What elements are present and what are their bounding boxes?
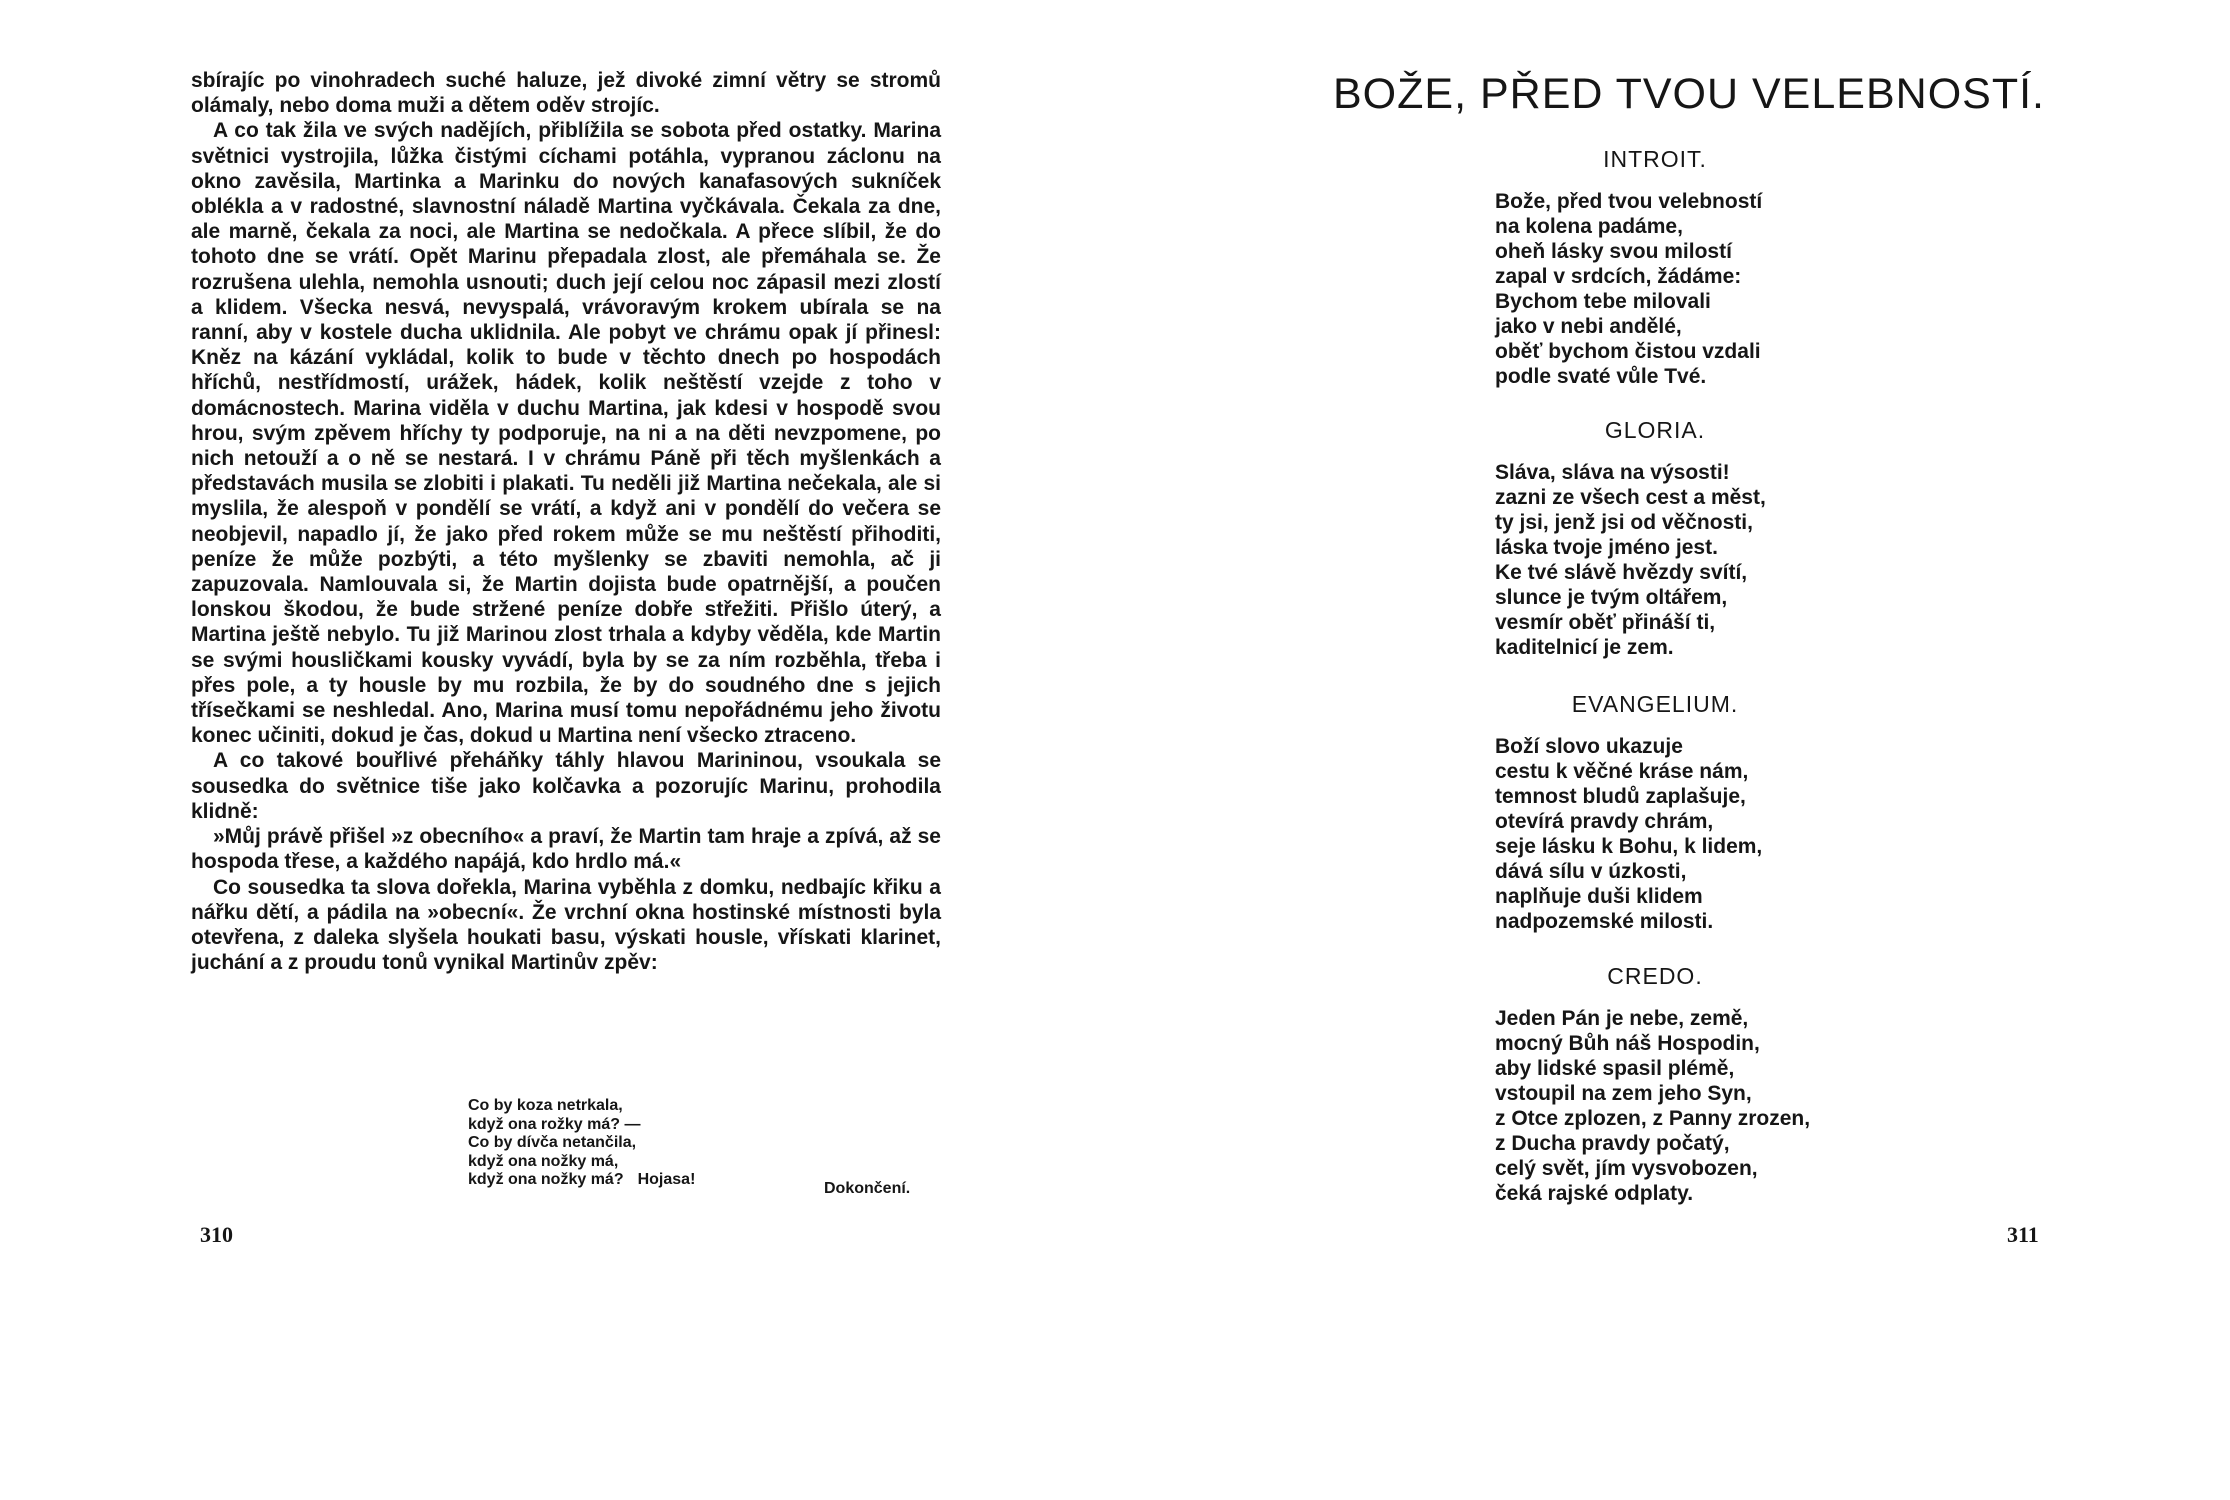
page-number-right: 311 [2007, 1222, 2039, 1247]
song-line-last [468, 1171, 695, 1190]
song-exclamation: Hojasa! [637, 1171, 696, 1188]
verse-line: kaditelnicí je zem. [1495, 636, 1674, 659]
verse-line: Jeden Pán je nebe, země, [1495, 1007, 1749, 1030]
story-paragraph: A co takové bouřlivé přeháňky táhly hlavou Marininou, vsoukala se sousedka do světnice tiše jako kolčavka a pozorujíc Marinu, prohodila klidně: [191, 749, 941, 823]
section-heading-evangelium: EVANGELIUM. [1571, 691, 1739, 717]
song-line: když ona nožky má? [468, 1171, 624, 1188]
verse-line: z Otce zplozen, z Panny zrozen, [1495, 1107, 1811, 1130]
verse-line: cestu k věčné kráse nám, [1495, 760, 1749, 783]
verse-line: dává sílu v úzkosti, [1495, 860, 1687, 883]
stanza-evangelium [1495, 734, 1762, 934]
song-line: když ona nožky má, [468, 1152, 619, 1170]
verse-line: vstoupil na zem jeho Syn, [1495, 1082, 1752, 1105]
verse-line: Bychom tebe milovali [1495, 290, 1711, 313]
verse-line: celý svět, jím vysvobozen, [1495, 1157, 1758, 1180]
stanza-credo [1495, 1006, 1810, 1206]
verse-line: nadpozemské milosti. [1495, 910, 1714, 933]
verse-line: oběť bychom čistou vzdali [1495, 340, 1761, 363]
verse-line: Sláva, sláva na výsosti! [1495, 461, 1730, 484]
section-heading-gloria: GLORIA. [1604, 417, 1706, 443]
story-paragraph: A co tak žila ve svých nadějích, přiblížila se sobota před ostatky. Marina světnici vystrojila, lůžka čistými cíchami potáhla, vypranou záclonu na okno zavěsila, Martinka a Marinku do nových kanafasových sukníček oblékla a v radostné, slavnostní náladě Martina vyčkávala. Čekala za dne, ale marně, čekala za noci, ale Martina se nedočkala. A přece slíbil, že do tohoto dne se vrátí. Opět Marinu přepadala zlost, ale přemáhala se. Že rozrušena ulehla, nemohla usnouti; duch její celou noc zápasil mezi zlostí a klidem. Všecka nesvá, nevyspalá, vrávoravým krokem ubírala se na ranní, aby v kostele ducha uklidnila. Ale pobyt ve chrámu opak jí přinesl: Kněz na kázání vykládal, kolik to bude v těchto dnech po hospodách hříchů, nestřídmostí, urážek, hádek, kolik neštěstí vzejde z toho v domácnostech. Marina viděla v duchu Martina, jak kdesi v hospodě svou hrou, svým zpěvem hříchy ty podporuje, na ni a na děti nevzpomene, po nich netouží a o ně se nestará. I v chrámu Páně při těch myšlenkách a představách musila se zlobiti i plakati. Tu neděli již Martina nečekala, ale si myslila, že alespoň v pondělí se vrátí, a když ani v pondělí do večera se neobjevil, napadlo jí, že jako před rokem může se mu neštěstí přihoditi, peníze že může pozbýti, a této myšlenky se zbaviti nemohla, ač ji zapuzovala. Namlouvala si, že Martin dojista bude opatrnější, a poučen lonskou škodou, že bude stržené peníze dobře střežiti. Přišlo úterý, a Martina ještě nebylo. Tu již Marinou zlost trhala a kdyby věděla, kde Martin se svými housličkami kousky vyvádí, byla by se za ním rozběhla, třeba i přes pole, a ty housle by mu rozbila, že by do soudného dne s jejich třísečkami se neshledal. Ano, Marina musí tomu nepořádnému jeho životu konec učiniti, dokud je čas, dokud u Martina není všecko ztraceno. [191, 119, 941, 748]
verse-line: na kolena padáme, [1495, 215, 1683, 238]
verse-line: Bože, před tvou velebností [1495, 190, 1763, 213]
song-line: Co by dívča netančila, [468, 1134, 637, 1151]
page-number-left: 310 [200, 1222, 233, 1247]
section-heading-credo: CREDO. [1607, 963, 1703, 989]
verse-line: seje lásku k Bohu, k lidem, [1495, 835, 1763, 858]
hymn-title: BOŽE, PŘED TVOU VELEBNOSTÍ. [1333, 70, 2045, 118]
ending-note: Dokončení. [824, 1180, 911, 1197]
section-heading-introit: INTROIT. [1603, 146, 1707, 172]
stanza-gloria [1495, 460, 1766, 660]
verse-line: z Ducha pravdy počatý, [1495, 1132, 1730, 1155]
song-line: když ona rožky má? — [468, 1115, 641, 1133]
song-line: Co by koza netrkala, [468, 1097, 623, 1114]
verse-line: slunce je tvým oltářem, [1495, 586, 1728, 609]
right-page [1115, 0, 2230, 1500]
verse-line: temnost bludů zaplašuje, [1495, 785, 1746, 808]
verse-line: naplňuje duši klidem [1495, 885, 1703, 908]
verse-line: ty jsi, jenž jsi od věčnosti, [1495, 511, 1753, 534]
verse-line: aby lidské spasil plémě, [1495, 1057, 1735, 1080]
story-paragraph: »Můj právě přišel »z obecního« a praví, že Martin tam hraje a zpívá, až se hospoda třese, a každého napájá, kdo hrdlo má.« [191, 825, 941, 874]
verse-line: čeká rajské odplaty. [1495, 1182, 1694, 1205]
verse-line: vesmír oběť přináší ti, [1495, 611, 1716, 634]
song-verse [468, 1097, 695, 1190]
verse-line: zapal v srdcích, žádáme: [1495, 265, 1742, 288]
verse-line: mocný Bůh náš Hospodin, [1495, 1032, 1760, 1055]
story-text [191, 68, 941, 975]
story-paragraph: Co sousedka ta slova dořekla, Marina vyběhla z domku, nedbajíc křiku a nářku dětí, a pádila na »obecní«. Že vrchní okna hostinské místnosti byla otevřena, z daleka slyšela houkati basu, výskati housle, vřískati klarinet, juchání a z proudu tonů vynikal Martinův zpěv: [191, 875, 941, 975]
verse-line: zazni ze všech cest a měst, [1495, 486, 1766, 509]
verse-line: otevírá pravdy chrám, [1495, 810, 1714, 833]
story-paragraph: sbírajíc po vinohradech suché haluze, jež divoké zimní větry se stromů olámaly, nebo doma muži a dětem oděv strojíc. [191, 69, 941, 118]
verse-line: Boží slovo ukazuje [1495, 735, 1683, 758]
stanza-introit [1495, 189, 1762, 389]
verse-line: jako v nebi andělé, [1495, 315, 1682, 338]
verse-line: Ke tvé slávě hvězdy svítí, [1495, 561, 1748, 584]
verse-line: láska tvoje jméno jest. [1495, 536, 1718, 559]
verse-line: oheň lásky svou milostí [1495, 240, 1732, 263]
verse-line: podle svaté vůle Tvé. [1495, 365, 1707, 388]
